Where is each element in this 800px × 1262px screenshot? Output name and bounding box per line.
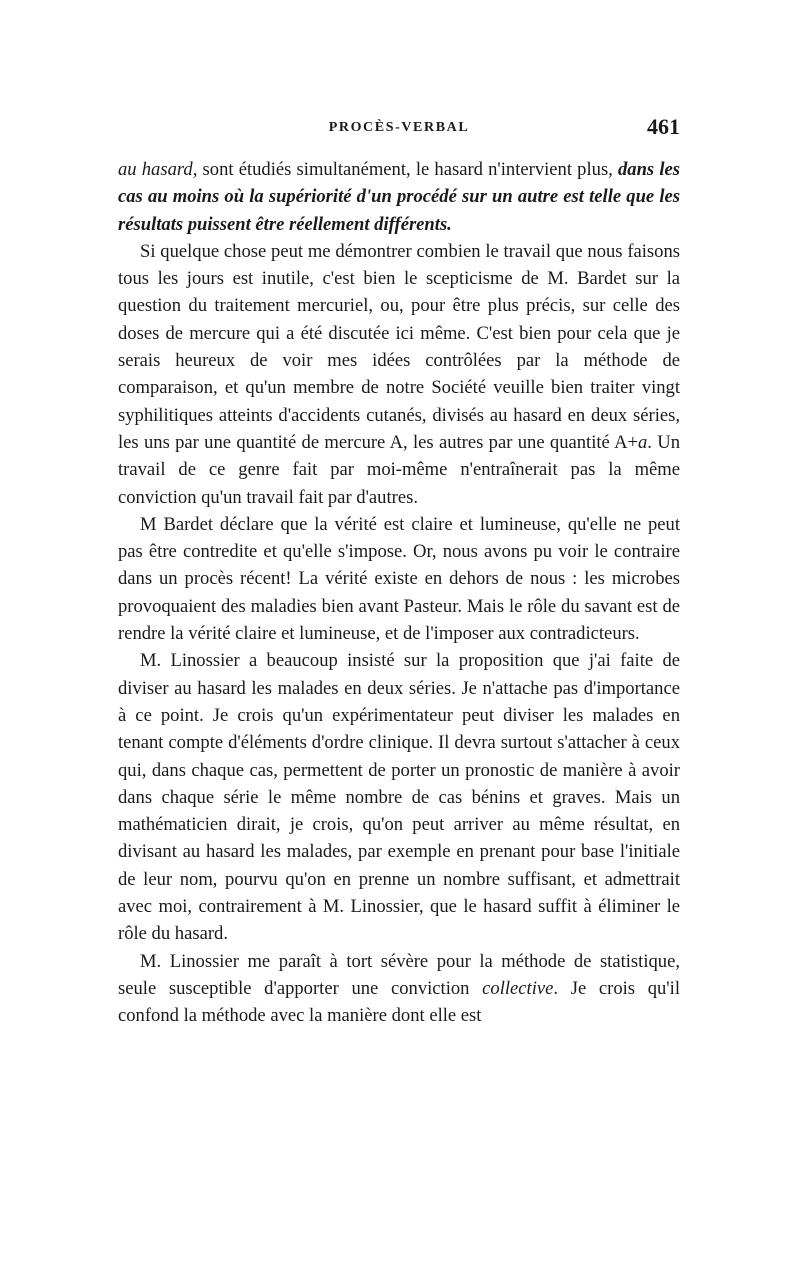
italic-text: collective [482,977,554,999]
paragraph-text: M. Linossier me paraît à tort sévère pour la méthode de statistique, seule susceptible d'apporter une conviction [118,950,680,999]
running-head [118,114,680,144]
running-title: PROCÈS-VERBAL [328,120,470,135]
paragraph-text: M Bardet déclare que la vérité est claire et lumineuse, qu'elle ne peut pas être contredite et qu'elle s'impose. Or, nous avons pu voir le contraire dans un procès récent! La vérité existe en dehors de nous : les microbes provoquaient des maladies bien avant Pasteur. Mais le rôle du savant est de rendre la vérité claire et lumineuse, et de l'imposer aux contradicteurs. [118,513,680,645]
italic-text: au hasard, [118,159,198,180]
paragraph [118,156,680,238]
paragraph [118,647,680,947]
paragraph-text: . Je crois qu'il confond la méthode avec la manière dont elle est [118,977,680,1027]
emphasized-text: dans les cas au moins où la supériorité d'un procédé sur un autre est telle que les résultats puissent être réellement différents. [118,159,680,235]
paragraph [118,511,680,647]
paragraph [118,238,680,511]
page-number: 461 [647,114,680,139]
paragraph-text: sont étudiés simultanément, le hasard n'intervient plus, [197,159,618,180]
paragraph [118,948,680,1030]
paragraph-text: M. Linossier a beaucoup insisté sur la proposition que j'ai faite de diviser au hasard les malades en deux séries. Je n'attache pas d'importance à ce point. Je crois qu'un expérimentateur peut diviser les malades en tenant compte d'éléments d'ordre clinique. Il devra surtout s'attacher à ceux qui, dans chaque cas, permettent de porter un pronostic de manière à avoir dans chaque série le même nombre de cas bénins et graves. Mais un mathématicien dirait, je crois, qu'on peut arriver au même résultat, en divisant au hasard les malades, par exemple en prenant pour base l'initiale de leur nom, pourvu qu'on en prenne un nombre suffisant, et admettrait avec moi, contrairement à M. Linossier, que le hasard suffit à éliminer le rôle du hasard. [118,650,680,945]
paragraph-text: . Un travail de ce genre fait par moi-même n'entraînerait pas la même conviction qu'un travail fait par d'autres. [118,431,680,508]
body-text [118,156,680,1030]
italic-text: a [638,431,648,453]
paragraph-text: Si quelque chose peut me démontrer combien le travail que nous faisons tous les jours est inutile, c'est bien le scepticisme de M. Bardet sur la question du traitement mercuriel, ou, pour être plus précis, sur celle des doses de mercure qui a été discutée ici même. C'est bien pour cela que je serais heureux de voir mes idées contrôlées par la méthode de comparaison, et qu'un membre de notre Société veuille bien traiter vingt syphilitiques atteints d'accidents cutanés, divisés au hasard en deux séries, les uns par une quantité de mercure A, les autres par une quantité A+ [118,240,680,453]
